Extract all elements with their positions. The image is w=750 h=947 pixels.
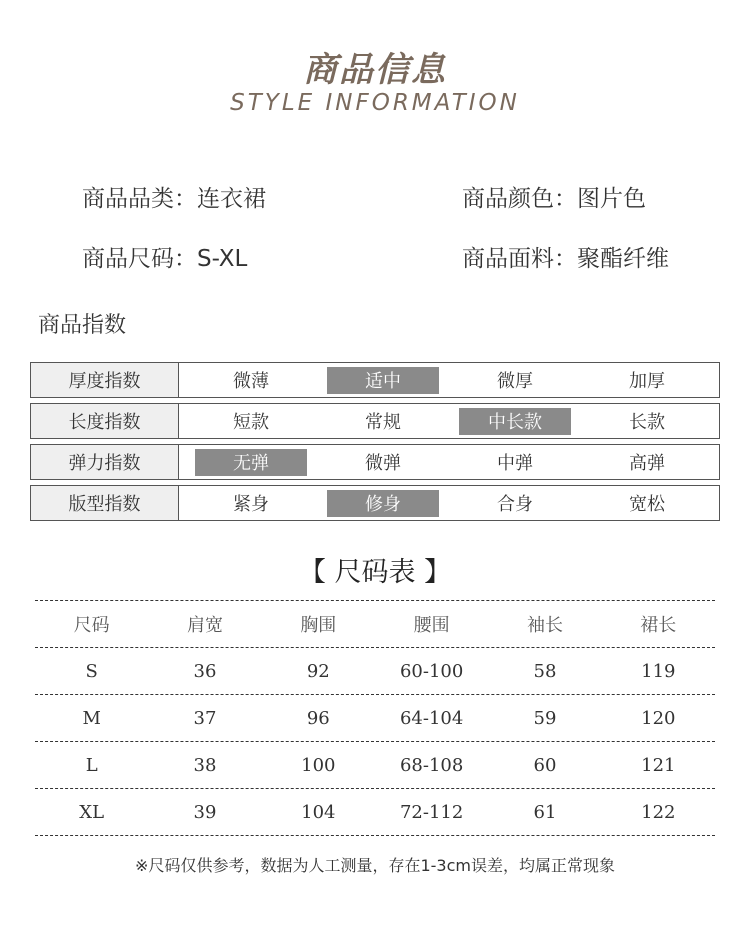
index-row-fit [30,485,720,521]
table-cell: 104 [301,801,336,823]
info-fabric: 商品面料：聚酯纤维 [462,246,669,272]
size-chart-title: 【 尺码表 】 [298,557,452,588]
table-cell: 92 [306,660,330,682]
table-cell: 39 [193,801,217,823]
table-cell: 61 [533,801,557,823]
measurement-note: ※尺码仅供参考，数据为人工测量，存在1-3cm误差，均属正常现象 [135,856,615,875]
table-row [35,788,715,836]
index-option: 短款 [233,412,269,433]
index-row-label: 厚度指数 [31,363,179,397]
table-cell: 59 [533,707,557,729]
index-option: 中弹 [497,453,533,474]
page-title: 商品信息 [303,50,447,90]
size-chart-table [35,600,715,836]
index-option: 合身 [497,494,533,515]
index-option: 高弹 [629,453,665,474]
column-header: 腰围 [413,615,450,636]
table-cell: 58 [533,660,557,682]
table-cell: 38 [193,754,217,776]
index-option: 宽松 [629,494,665,515]
info-size: 商品尺码：S-XL [82,246,248,272]
index-row-length [30,403,720,439]
table-cell: 122 [641,801,676,823]
index-row-elasticity [30,444,720,480]
table-row [35,647,715,694]
column-header: 袖长 [526,615,563,636]
index-option: 修身 [327,490,439,517]
column-header: 尺码 [73,615,110,636]
index-option: 加厚 [629,371,665,392]
table-row [35,741,715,788]
index-row-label: 版型指数 [31,486,179,520]
index-row-label: 弹力指数 [31,445,179,479]
column-header: 肩宽 [186,615,223,636]
index-row-thickness [30,362,720,398]
info-color: 商品颜色：图片色 [462,186,646,212]
table-cell: 120 [641,707,676,729]
index-option: 长款 [629,412,665,433]
index-option: 中长款 [459,408,571,435]
index-option: 无弹 [195,449,307,476]
table-cell: 121 [641,754,676,776]
column-header: 胸围 [300,615,337,636]
index-row-label: 长度指数 [31,404,179,438]
index-option: 常规 [365,412,401,433]
table-row [35,694,715,741]
table-cell: 60 [533,754,557,776]
table-cell: 60-100 [399,660,464,682]
table-header-row [35,600,715,647]
table-cell: 119 [641,660,676,682]
table-cell: 36 [193,660,217,682]
table-cell: 64-104 [399,707,464,729]
table-cell: M [82,707,101,729]
column-header: 裙长 [640,615,677,636]
table-cell: XL [79,801,105,823]
index-option: 微厚 [497,371,533,392]
index-option: 微薄 [233,371,269,392]
table-cell: S [85,660,98,682]
table-cell: L [85,754,98,776]
table-cell: 68-108 [399,754,464,776]
table-cell: 37 [193,707,217,729]
index-option: 微弹 [365,453,401,474]
index-section-label: 商品指数 [38,313,127,338]
table-cell: 72-112 [399,801,464,823]
index-option: 紧身 [233,494,269,515]
info-category: 商品品类：连衣裙 [82,186,266,212]
table-cell: 96 [306,707,330,729]
index-option: 适中 [327,367,439,394]
page-subtitle: STYLE INFORMATION [230,90,520,116]
table-cell: 100 [301,754,336,776]
